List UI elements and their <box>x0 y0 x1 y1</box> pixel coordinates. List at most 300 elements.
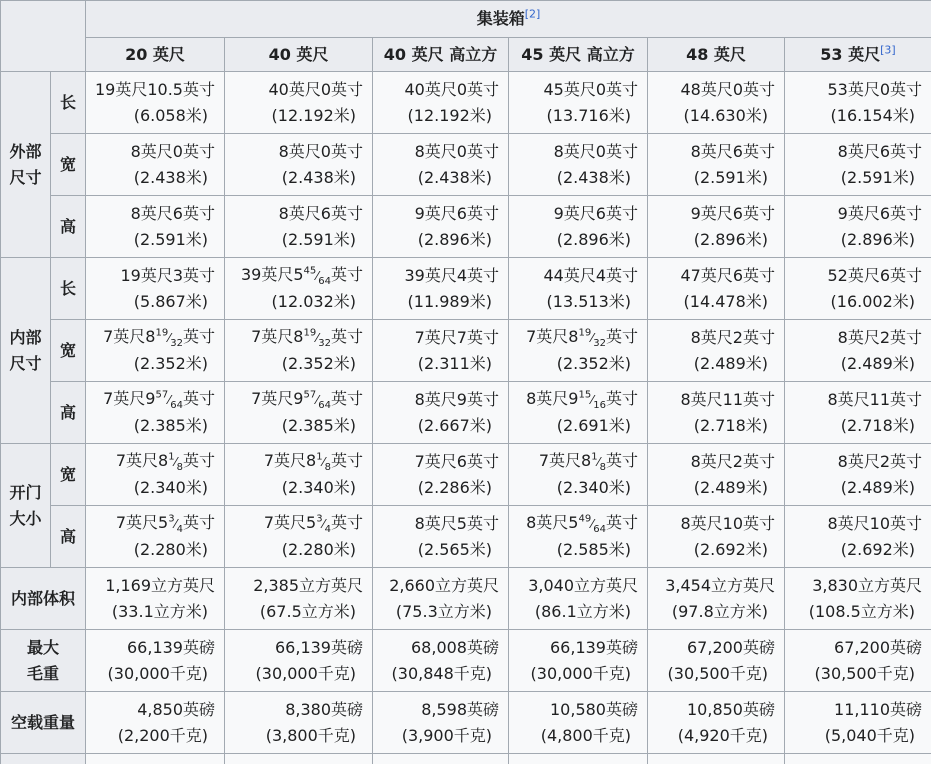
cell-imperial-value: 7英尺8 <box>539 451 591 470</box>
cell-imperial-value: 2,660立方英尺 <box>389 576 499 595</box>
cell-imperial-value: 48英尺0英寸 <box>680 80 775 99</box>
cell-imperial <box>86 263 215 289</box>
fraction-slash: ⁄ <box>175 517 177 531</box>
cell-imperial <box>509 697 638 723</box>
cell-imperial-value: 8英尺11英寸 <box>680 390 775 409</box>
cell-imperial-value: 7英尺8 <box>251 327 303 346</box>
table-cell <box>86 754 225 764</box>
fraction-numerator: 19 <box>156 328 169 339</box>
container-group-label: 集装箱 <box>477 9 525 28</box>
fraction-slash: ⁄ <box>168 331 170 345</box>
cell-imperial-value: 7英尺5 <box>264 513 316 532</box>
cell-metric: (12.192米) <box>225 103 363 129</box>
cell-imperial-value: 1,169立方英尺 <box>105 576 215 595</box>
cell-imperial <box>509 201 638 227</box>
cell-imperial <box>785 573 922 599</box>
cell-metric: (2.311米) <box>373 351 499 377</box>
cell-metric: (2.340米) <box>509 475 638 501</box>
cell-imperial <box>509 77 638 103</box>
cell-metric: (2.585米) <box>509 537 638 563</box>
row-label-volume: 内部体积 <box>1 568 86 630</box>
reference-link[interactable]: [3] <box>880 43 896 56</box>
cell-imperial-value: 40英尺0英寸 <box>268 80 363 99</box>
cell-imperial <box>373 511 499 537</box>
cell-metric: (97.8立方米) <box>648 599 775 625</box>
cell-imperial <box>648 77 775 103</box>
cell-imperial-value: 40英尺0英寸 <box>404 80 499 99</box>
group-label-line1: 内部 <box>9 328 41 347</box>
cell-imperial <box>509 510 638 537</box>
cell-imperial-value: 66,139英磅 <box>550 638 638 657</box>
table-cell <box>86 630 225 692</box>
cell-metric: (16.002米) <box>785 289 922 315</box>
fraction-denominator: 32 <box>593 338 606 349</box>
cell-imperial <box>648 635 775 661</box>
table-cell <box>373 630 509 692</box>
table-cell <box>509 568 648 630</box>
cell-imperial <box>373 697 499 723</box>
table-row <box>1 568 931 630</box>
cell-metric: (12.192米) <box>373 103 499 129</box>
fraction-slash: ⁄ <box>591 393 593 407</box>
cell-imperial <box>509 263 638 289</box>
row-label-gross <box>1 630 86 692</box>
fraction-slash: ⁄ <box>591 517 593 531</box>
cell-imperial-value: 8英尺6英寸 <box>131 204 215 223</box>
cell-imperial <box>373 201 499 227</box>
cell-imperial-value: 10,850英磅 <box>687 700 775 719</box>
dim-label-height: 高 <box>51 196 86 258</box>
table-cell <box>225 568 373 630</box>
cell-imperial-value: 8,380英磅 <box>285 700 363 719</box>
cell-imperial-value: 19英尺3英寸 <box>120 266 215 285</box>
fraction <box>156 327 183 346</box>
cell-imperial-value: 7英尺9 <box>251 389 303 408</box>
cell-metric: (4,920千克) <box>648 723 775 749</box>
column-header-4 <box>648 38 785 72</box>
cell-metric: (4,800千克) <box>509 723 638 749</box>
table-cell <box>785 258 931 320</box>
cell-imperial <box>225 510 363 537</box>
fraction-slash: ⁄ <box>168 393 170 407</box>
fraction-slash: ⁄ <box>598 455 600 469</box>
fraction <box>579 327 606 346</box>
column-header-label: 40 英尺 高立方 <box>384 45 497 64</box>
table-row-partial <box>1 754 931 764</box>
table-row <box>1 444 931 506</box>
row-group-internal <box>1 258 51 444</box>
cell-imperial-value: 7英尺5 <box>116 513 168 532</box>
fraction <box>304 265 331 284</box>
fraction <box>316 451 331 470</box>
cell-imperial <box>86 697 215 723</box>
table-cell <box>509 258 648 320</box>
column-header-2 <box>373 38 509 72</box>
cell-metric: (2.352米) <box>86 351 215 377</box>
cell-imperial-value: 7英尺7英寸 <box>415 328 499 347</box>
table-cell <box>373 258 509 320</box>
cell-imperial <box>225 262 363 289</box>
corner-cell <box>1 1 86 72</box>
cell-metric: (2.438米) <box>373 165 499 191</box>
cell-metric: (30,000千克) <box>225 661 363 687</box>
cell-imperial <box>86 201 215 227</box>
fraction-denominator: 8 <box>600 462 606 473</box>
cell-metric: (2.691米) <box>509 413 638 439</box>
cell-imperial-value: 8英尺2英寸 <box>691 328 775 347</box>
cell-metric: (2.489米) <box>648 351 775 377</box>
fraction <box>304 327 331 346</box>
table-cell <box>648 444 785 506</box>
table-row <box>1 506 931 568</box>
cell-metric: (2.591米) <box>225 227 363 253</box>
cell-imperial-value: 8英尺0英寸 <box>279 142 363 161</box>
cell-metric: (2.489米) <box>785 475 922 501</box>
cell-imperial-value: 8英尺10英寸 <box>680 514 775 533</box>
cell-unit: 英寸 <box>331 513 363 532</box>
cell-unit: 英寸 <box>606 327 638 346</box>
table-cell <box>225 444 373 506</box>
cell-metric: (13.513米) <box>509 289 638 315</box>
fraction-denominator: 4 <box>177 524 183 535</box>
fraction <box>168 513 183 532</box>
cell-metric: (11.989米) <box>373 289 499 315</box>
table-cell <box>86 568 225 630</box>
cell-imperial-value: 8英尺6英寸 <box>691 142 775 161</box>
row-label-tare: 空载重量 <box>1 692 86 754</box>
cell-metric: (14.630米) <box>648 103 775 129</box>
cell-imperial-value: 66,139英磅 <box>127 638 215 657</box>
fraction-denominator: 64 <box>593 524 606 535</box>
table-cell <box>86 134 225 196</box>
fraction-slash: ⁄ <box>316 393 318 407</box>
cell-metric: (30,500千克) <box>648 661 775 687</box>
cell-metric: (2.896米) <box>785 227 922 253</box>
cell-metric: (2.692米) <box>785 537 922 563</box>
table-cell <box>648 568 785 630</box>
cell-unit: 英寸 <box>183 451 215 470</box>
cell-unit: 英寸 <box>331 451 363 470</box>
fraction <box>168 451 183 470</box>
table-cell <box>225 692 373 754</box>
cell-imperial-value: 11,110英磅 <box>834 700 922 719</box>
table-cell <box>225 506 373 568</box>
table-cell <box>648 258 785 320</box>
fraction-denominator: 32 <box>318 338 331 349</box>
column-header-1 <box>225 38 373 72</box>
table-row <box>1 692 931 754</box>
fraction-slash: ⁄ <box>316 269 318 283</box>
table-cell <box>648 692 785 754</box>
table-cell <box>373 320 509 382</box>
cell-imperial-value: 7英尺8 <box>103 327 155 346</box>
cell-imperial-value: 9英尺6英寸 <box>691 204 775 223</box>
cell-imperial-value: 9英尺6英寸 <box>838 204 922 223</box>
cell-metric: (2.896米) <box>509 227 638 253</box>
cell-metric: (2,200千克) <box>86 723 215 749</box>
row-label-line1: 最大 <box>27 638 59 657</box>
fraction-slash: ⁄ <box>175 455 177 469</box>
table-cell <box>373 444 509 506</box>
dim-label-width: 宽 <box>51 320 86 382</box>
cell-metric: (2.438米) <box>86 165 215 191</box>
reference-link[interactable]: [2] <box>525 8 541 21</box>
table-cell <box>648 320 785 382</box>
dim-label-height: 高 <box>51 382 86 444</box>
row-group-door <box>1 444 51 568</box>
cell-metric: (2.286米) <box>373 475 499 501</box>
table-cell <box>225 72 373 134</box>
cell-imperial-value: 8英尺11英寸 <box>827 390 922 409</box>
table-cell <box>225 630 373 692</box>
fraction-numerator: 45 <box>304 266 317 277</box>
table-cell <box>225 134 373 196</box>
cell-imperial <box>373 77 499 103</box>
table-cell <box>373 754 509 764</box>
cell-imperial-value: 9英尺6英寸 <box>415 204 499 223</box>
cell-metric: (75.3立方米) <box>373 599 499 625</box>
group-label-line2: 大小 <box>9 509 41 528</box>
table-cell <box>509 72 648 134</box>
cell-metric: (2.438米) <box>225 165 363 191</box>
cell-imperial-value: 8英尺5英寸 <box>415 514 499 533</box>
fraction <box>579 513 606 532</box>
cell-imperial <box>373 387 499 413</box>
table-cell <box>86 382 225 444</box>
group-label-line2: 尺寸 <box>9 168 41 187</box>
cell-imperial <box>785 77 922 103</box>
table-cell <box>225 754 373 764</box>
cell-metric: (30,848千克) <box>373 661 499 687</box>
cell-imperial <box>785 387 922 413</box>
table-cell <box>225 320 373 382</box>
cell-imperial <box>225 697 363 723</box>
cell-metric: (2.896米) <box>373 227 499 253</box>
cell-imperial <box>225 139 363 165</box>
cell-imperial-value: 8英尺0英寸 <box>131 142 215 161</box>
cell-imperial <box>648 511 775 537</box>
table-cell <box>648 196 785 258</box>
cell-imperial <box>785 263 922 289</box>
fraction-numerator: 57 <box>304 390 317 401</box>
cell-imperial-value: 8英尺6英寸 <box>279 204 363 223</box>
cell-imperial <box>373 635 499 661</box>
table-cell <box>648 134 785 196</box>
fraction-numerator: 49 <box>579 514 592 525</box>
cell-unit: 英寸 <box>183 327 215 346</box>
cell-metric: (2.385米) <box>86 413 215 439</box>
cell-imperial-value: 53英尺0英寸 <box>827 80 922 99</box>
cell-imperial-value: 45英尺0英寸 <box>543 80 638 99</box>
cell-imperial <box>86 386 215 413</box>
cell-imperial-value: 8英尺2英寸 <box>838 452 922 471</box>
cell-imperial <box>648 697 775 723</box>
cell-metric: (2.352米) <box>509 351 638 377</box>
cell-imperial <box>785 139 922 165</box>
cell-imperial <box>86 139 215 165</box>
cell-imperial <box>509 324 638 351</box>
cell-imperial-value: 66,139英磅 <box>275 638 363 657</box>
cell-imperial-value: 3,454立方英尺 <box>665 576 775 595</box>
table-cell <box>373 506 509 568</box>
cell-imperial-value: 19英尺10.5英寸 <box>95 80 215 99</box>
cell-metric: (30,000千克) <box>86 661 215 687</box>
row-label-partial <box>1 754 86 764</box>
cell-metric: (12.032米) <box>225 289 363 315</box>
table-cell <box>648 382 785 444</box>
cell-imperial-value: 8英尺5 <box>526 513 578 532</box>
table-cell <box>785 692 931 754</box>
cell-imperial <box>373 263 499 289</box>
table-cell <box>509 196 648 258</box>
cell-imperial-value: 3,830立方英尺 <box>812 576 922 595</box>
cell-imperial-value: 8英尺9英寸 <box>415 390 499 409</box>
column-header-label: 40 英尺 <box>269 45 329 64</box>
cell-metric: (2.352米) <box>225 351 363 377</box>
cell-imperial-value: 7英尺9 <box>103 389 155 408</box>
cell-imperial <box>785 697 922 723</box>
cell-imperial <box>86 77 215 103</box>
table-cell <box>648 754 785 764</box>
table-cell <box>785 72 931 134</box>
cell-metric: (2.896米) <box>648 227 775 253</box>
cell-imperial-value: 39英尺5 <box>241 265 304 284</box>
cell-metric: (16.154米) <box>785 103 922 129</box>
group-label-line2: 尺寸 <box>9 354 41 373</box>
table-cell <box>373 568 509 630</box>
cell-imperial <box>225 573 363 599</box>
table-cell <box>785 320 931 382</box>
cell-imperial <box>86 510 215 537</box>
table-cell <box>509 320 648 382</box>
column-header-3 <box>509 38 648 72</box>
cell-imperial-value: 9英尺6英寸 <box>554 204 638 223</box>
fraction-numerator: 3 <box>316 514 322 525</box>
fraction-denominator: 8 <box>177 462 183 473</box>
cell-imperial-value: 7英尺8 <box>116 451 168 470</box>
cell-imperial <box>225 448 363 475</box>
cell-imperial-value: 10,580英磅 <box>550 700 638 719</box>
table-row <box>1 320 931 382</box>
cell-metric: (2.340米) <box>86 475 215 501</box>
table-cell <box>785 754 931 764</box>
column-header-label: 45 英尺 高立方 <box>521 45 634 64</box>
table-cell <box>373 382 509 444</box>
fraction-denominator: 16 <box>593 400 606 411</box>
cell-metric: (3,800千克) <box>225 723 363 749</box>
table-cell <box>785 630 931 692</box>
cell-imperial-value: 2,385立方英尺 <box>253 576 363 595</box>
fraction-numerator: 57 <box>156 390 169 401</box>
cell-imperial <box>648 449 775 475</box>
cell-metric: (2.667米) <box>373 413 499 439</box>
fraction-denominator: 64 <box>318 400 331 411</box>
cell-imperial <box>86 448 215 475</box>
cell-unit: 英寸 <box>606 513 638 532</box>
cell-imperial-value: 8英尺2英寸 <box>838 328 922 347</box>
fraction <box>156 389 183 408</box>
cell-metric: (2.718米) <box>785 413 922 439</box>
fraction-slash: ⁄ <box>323 517 325 531</box>
table-cell <box>785 134 931 196</box>
cell-metric: (2.280米) <box>86 537 215 563</box>
fraction <box>591 451 606 470</box>
cell-metric: (2.591米) <box>785 165 922 191</box>
cell-unit: 英寸 <box>606 451 638 470</box>
cell-imperial-value: 67,200英磅 <box>687 638 775 657</box>
cell-imperial-value: 7英尺6英寸 <box>415 452 499 471</box>
cell-imperial <box>785 635 922 661</box>
table-cell <box>373 196 509 258</box>
table-cell <box>225 258 373 320</box>
table-cell <box>648 506 785 568</box>
table-cell <box>373 134 509 196</box>
table-cell <box>509 506 648 568</box>
cell-imperial <box>648 263 775 289</box>
cell-metric: (108.5立方米) <box>785 599 922 625</box>
cell-unit: 英寸 <box>183 389 215 408</box>
cell-metric: (86.1立方米) <box>509 599 638 625</box>
cell-imperial <box>509 139 638 165</box>
cell-imperial <box>86 573 215 599</box>
cell-metric: (13.716米) <box>509 103 638 129</box>
cell-imperial-value: 4,850英磅 <box>137 700 215 719</box>
dim-label-width: 宽 <box>51 134 86 196</box>
cell-imperial <box>509 448 638 475</box>
cell-unit: 英寸 <box>331 389 363 408</box>
cell-imperial <box>509 386 638 413</box>
fraction-numerator: 3 <box>168 514 174 525</box>
cell-metric: (2.489米) <box>648 475 775 501</box>
cell-imperial <box>373 325 499 351</box>
dim-label-length: 长 <box>51 258 86 320</box>
table-cell <box>785 444 931 506</box>
fraction-slash: ⁄ <box>591 331 593 345</box>
cell-imperial-value: 8英尺9 <box>526 389 578 408</box>
table-cell <box>509 444 648 506</box>
cell-imperial <box>225 324 363 351</box>
cell-imperial <box>509 573 638 599</box>
fraction <box>316 513 331 532</box>
fraction-numerator: 15 <box>579 390 592 401</box>
cell-unit: 英寸 <box>183 513 215 532</box>
table-cell <box>373 72 509 134</box>
table-cell <box>509 630 648 692</box>
cell-imperial <box>373 573 499 599</box>
fraction-numerator: 1 <box>168 452 174 463</box>
fraction-slash: ⁄ <box>323 455 325 469</box>
dim-label-length: 长 <box>51 72 86 134</box>
table-cell <box>373 692 509 754</box>
cell-unit: 英寸 <box>331 265 363 284</box>
cell-metric: (2.280米) <box>225 537 363 563</box>
cell-imperial-value: 3,040立方英尺 <box>528 576 638 595</box>
column-header-label: 20 英尺 <box>125 45 185 64</box>
cell-unit: 英寸 <box>606 389 638 408</box>
column-header-row <box>1 38 931 72</box>
table-cell <box>785 382 931 444</box>
cell-imperial-value: 39英尺4英寸 <box>404 266 499 285</box>
cell-imperial <box>648 201 775 227</box>
cell-imperial <box>225 386 363 413</box>
cell-metric: (2.692米) <box>648 537 775 563</box>
table-cell <box>225 382 373 444</box>
cell-imperial-value: 44英尺4英寸 <box>543 266 638 285</box>
table-row <box>1 258 931 320</box>
group-label-line1: 外部 <box>9 142 41 161</box>
table-cell <box>648 630 785 692</box>
fraction-slash: ⁄ <box>316 331 318 345</box>
